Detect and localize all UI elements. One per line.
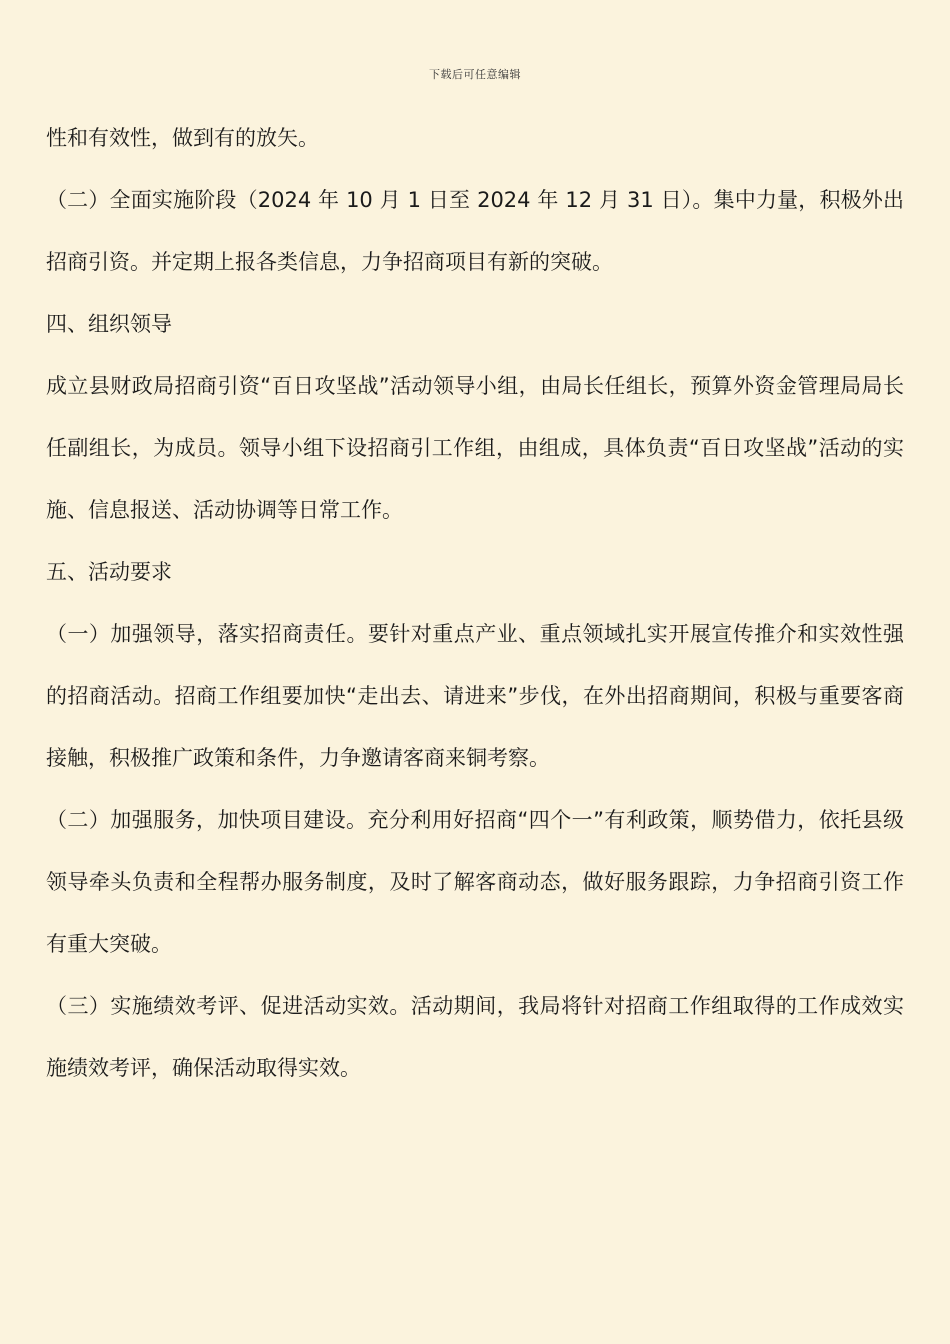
- section-heading-requirements: 五、活动要求: [46, 560, 172, 584]
- section-heading-organization: 四、组织领导: [46, 312, 172, 336]
- page-header-note: 下载后可任意编辑: [429, 68, 521, 81]
- paragraph-implementation-phase: （二）全面实施阶段（2024 年 10 月 1 日至 2024 年 12 月 31 日）。集中力量，积极外出招商引资。并定期上报各类信息，力争招商项目有新的突破。: [46, 188, 904, 274]
- paragraph-leadership-group: 成立县财政局招商引资“百日攻坚战”活动领导小组，由局长任组长，预算外资金管理局局长任副组长，为成员。领导小组下设招商引工作组，由组成，具体负责“百日攻坚战”活动的实施、信息报送、活动协调等日常工作。: [46, 374, 904, 522]
- document-body: [46, 107, 904, 1099]
- paragraph-requirement-3: （三）实施绩效考评、促进活动实效。活动期间，我局将针对招商工作组取得的工作成效实施绩效考评，确保活动取得实效。: [46, 994, 904, 1080]
- paragraph-requirement-2: （二）加强服务，加快项目建设。充分利用好招商“四个一”有利政策，顺势借力，依托县级领导牵头负责和全程帮办服务制度，及时了解客商动态，做好服务跟踪，力争招商引资工作有重大突破。: [46, 808, 904, 956]
- paragraph-continuation: 性和有效性，做到有的放矢。: [46, 126, 319, 150]
- paragraph-requirement-1: （一）加强领导，落实招商责任。要针对重点产业、重点领域扎实开展宣传推介和实效性强的招商活动。招商工作组要加快“走出去、请进来”步伐，在外出招商期间，积极与重要客商接触，积极推广政策和条件，力争邀请客商来铜考察。: [46, 622, 904, 770]
